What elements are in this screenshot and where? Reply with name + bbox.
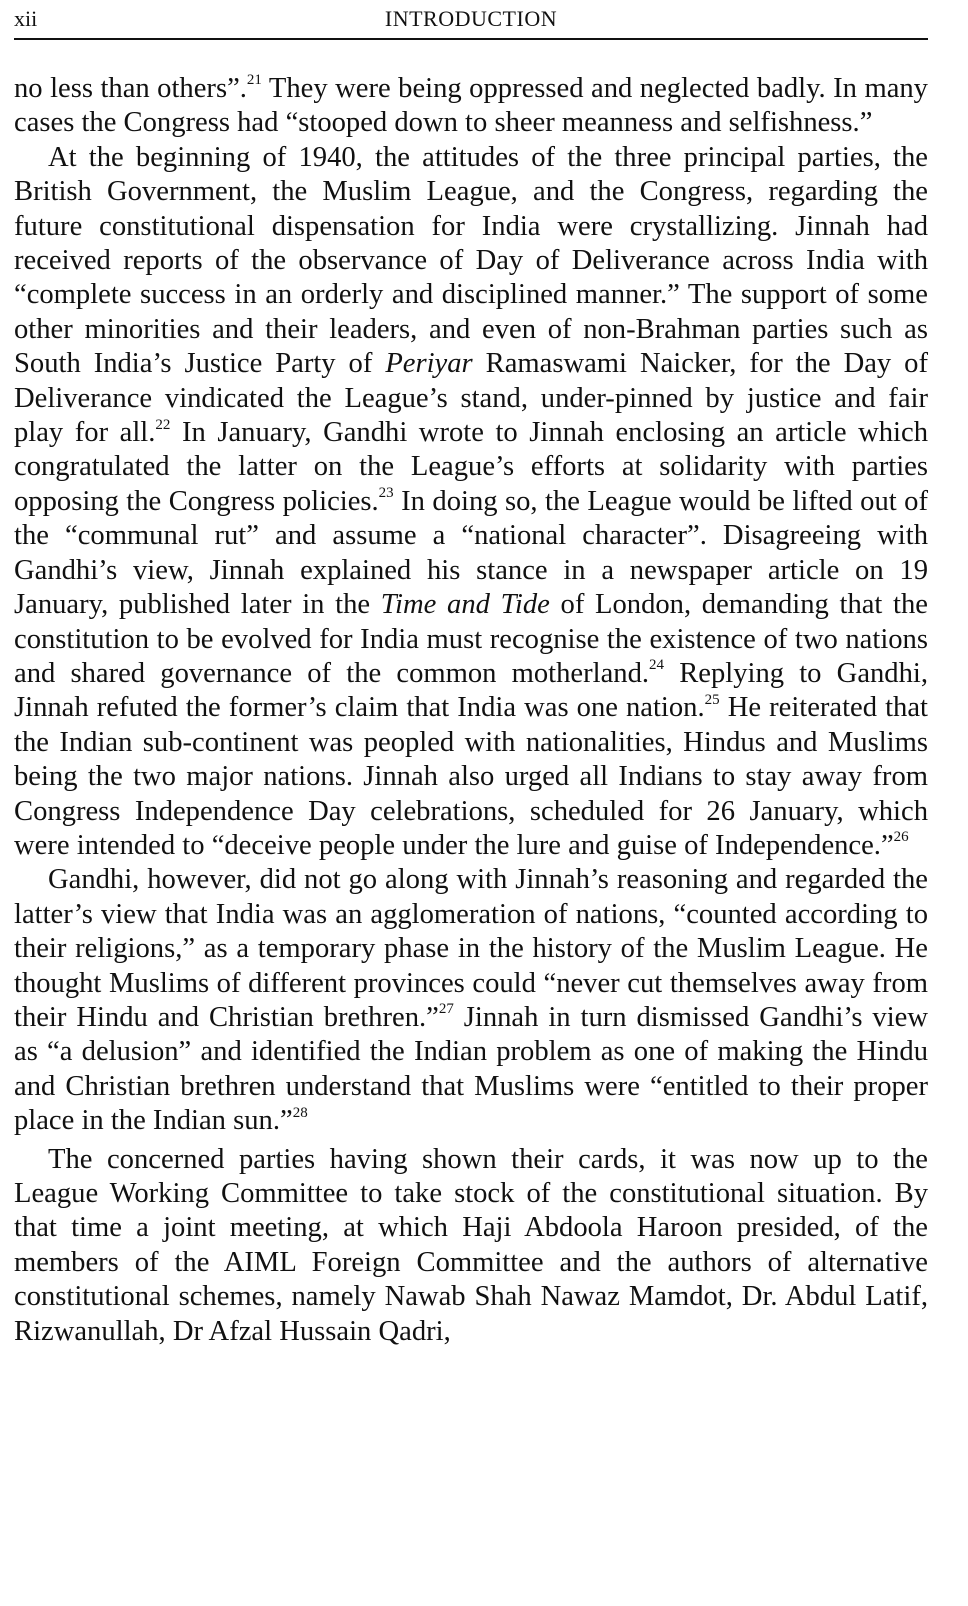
- text-run: of London, demanding that the constitution to be evolved for India must recognise the existence of two nations and shared governance of the common motherland.: [14, 589, 928, 689]
- footnote-marker: 21: [246, 72, 262, 89]
- footnote-marker: 28: [292, 1104, 308, 1121]
- text-run: Jinnah in turn dismissed Gandhi’s view as “a delusion” and identified the Indian problem as one of making the Hindu and Christian brethren understand that Muslims were “entitled to their proper place in the Indian sun.”: [14, 1001, 928, 1137]
- text-run: Ramaswami Naicker, for the Day of Deliverance vindicated the League’s stand, under-pinned by justice and fair play for all.: [14, 348, 928, 449]
- italic-text: Time and Tide: [380, 589, 550, 621]
- chapter-title: INTRODUCTION: [384, 6, 558, 31]
- text-run: Gandhi, however, did not go along with Jinnah’s reasoning and regarded the latter’s view that India was an agglomeration of nations, “counted according to their religions,” as a temporary phase in the history of the Muslim League. He thought Muslims of different provinces could “never cut themselves away from their Hindu and Christian brethren.”: [14, 864, 928, 1033]
- paragraph-4: [14, 1143, 928, 1349]
- running-head: [14, 4, 928, 40]
- text-run: no less than others”.: [14, 73, 247, 104]
- footnote-marker: 24: [649, 657, 665, 674]
- italic-text: Periyar: [385, 348, 473, 380]
- text-run: In January, Gandhi wrote to Jinnah enclosing an article which congratulated the latter on the League’s efforts at solidarity with parties opposing the Congress policies.: [14, 417, 928, 517]
- paragraph-3: [14, 863, 928, 1138]
- text-run: In doing so, the League would be lifted out of the “communal rut” and assume a “national character”. Disagreeing with Gandhi’s view, Jinnah explained his stance in a newspaper article on 19 January, published later in the: [14, 485, 928, 621]
- text-run: The concerned parties having shown their cards, it was now up to the League Working Committee to take stock of the constitutional situation. By that time a joint meeting, at which Haji Abdoola Haroon presided, of the members of the AIML Foreign Committee and the authors of alternative constitutional schemes, namely Nawab Shah Nawaz Mamdot, Dr. Abdul Latif, Rizwanullah, Dr Afzal Hussain Qadri,: [14, 1143, 928, 1347]
- footnote-marker: 23: [378, 485, 394, 502]
- page-number: xii: [14, 6, 38, 31]
- text-run: Replying to Gandhi, Jinnah refuted the former’s claim that India was one nation.: [14, 657, 928, 724]
- paragraph-2: [14, 141, 928, 864]
- footnote-marker: 22: [155, 416, 171, 433]
- footnote-marker: 26: [893, 829, 909, 846]
- text-run: They were being oppressed and neglected badly. In many cases the Congress had “stooped down to sheer meanness and selfishness.”: [14, 73, 928, 139]
- text-run: He reiterated that the Indian sub-continent was peopled with nationalities, Hindus and Muslims being the two major nations. Jinnah also urged all Indians to stay away from Congress Independence Day celebrations, scheduled for 26 January, which were intended to “deceive people under the lure and guise of Independence.”: [14, 692, 928, 861]
- body-text: [14, 72, 928, 1349]
- text-run: At the beginning of 1940, the attitudes of the three principal parties, the British Government, the Muslim League, and the Congress, regarding the future constitutional dispensation for India were crystallizing. Jinnah had received reports of the observance of Day of Deliverance across India with “complete success in an orderly and disciplined manner.” The support of some other minorities and their leaders, and even of non-Brahman parties such as South India’s Justice Party of: [14, 141, 928, 380]
- footnote-marker: 27: [438, 1001, 454, 1018]
- paragraph-1: [14, 72, 928, 141]
- footnote-marker: 25: [704, 691, 720, 708]
